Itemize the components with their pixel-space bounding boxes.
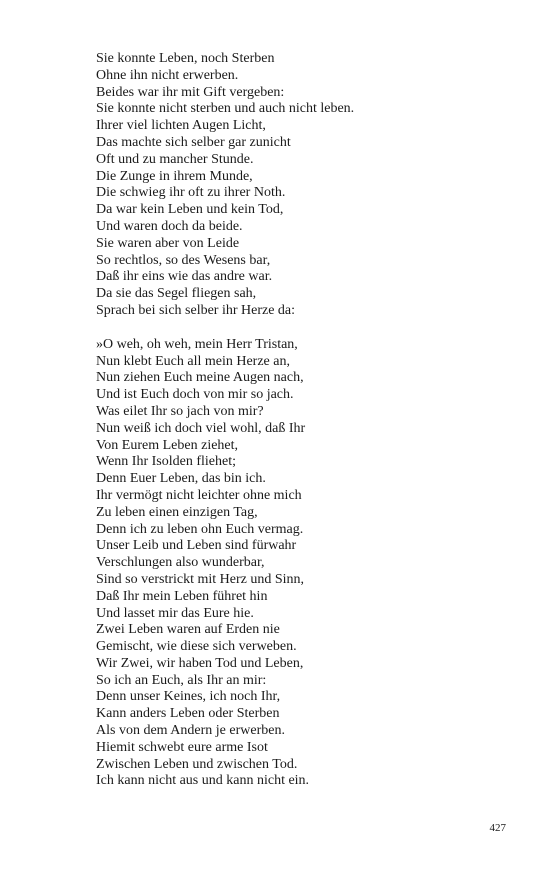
poem-line: Verschlungen also wunderbar,	[96, 555, 265, 571]
poem-line: Nun klebt Euch all mein Herze an,	[96, 353, 290, 369]
poem-line: Oft und zu mancher Stunde.	[96, 151, 254, 167]
poem-line: »O weh, oh weh, mein Herr Tristan,	[96, 336, 298, 352]
poem-line: Sie konnte Leben, noch Sterben	[96, 51, 275, 66]
poem-line: Ihr vermögt nicht leichter ohne mich	[96, 487, 302, 503]
poem-line: Kann anders Leben oder Sterben	[96, 706, 280, 722]
poem-line: Daß Ihr mein Leben führet hin	[96, 588, 268, 604]
poem-line: Wenn Ihr Isolden fliehet;	[96, 454, 236, 470]
poem-line: Zwischen Leben und zwischen Tod.	[96, 756, 298, 772]
poem-line: Daß ihr eins wie das andre war.	[96, 269, 273, 285]
poem-line: So ich an Euch, als Ihr an mir:	[96, 672, 267, 688]
poem-line: Sind so verstrickt mit Herz und Sinn,	[96, 571, 305, 587]
poem-line: Wir Zwei, wir haben Tod und Leben,	[96, 655, 304, 671]
poem-line: Da sie das Segel fliegen sah,	[96, 286, 257, 302]
stanza-1	[96, 51, 516, 320]
poem-line: Denn unser Keines, ich noch Ihr,	[96, 689, 281, 705]
poem-line: Zwei Leben waren auf Erden nie	[96, 622, 280, 638]
poem-line: Als von dem Andern je erwerben.	[96, 723, 285, 739]
poem-text	[96, 51, 516, 790]
poem-line: Und waren doch da beide.	[96, 218, 243, 234]
poem-line: Sie konnte nicht sterben und auch nicht leben.	[96, 101, 355, 117]
poem-line: Nun weiß ich doch viel wohl, daß Ihr	[96, 420, 306, 436]
poem-line: Die schwieg ihr oft zu ihrer Noth.	[96, 185, 286, 201]
poem-line: Denn Euer Leben, das bin ich.	[96, 471, 266, 487]
poem-line: Ohne ihn nicht erwerben.	[96, 67, 239, 83]
poem-line: Ich kann nicht aus und kann nicht ein.	[96, 773, 310, 789]
poem-line: Denn ich zu leben ohn Euch vermag.	[96, 521, 304, 537]
poem-line: Was eilet Ihr so jach von mir?	[96, 403, 264, 419]
poem-line: Zu leben einen einzigen Tag,	[96, 504, 258, 520]
stanza-2	[96, 337, 516, 791]
poem-line: Das machte sich selber gar zunicht	[96, 134, 291, 150]
poem-line: Da war kein Leben und kein Tod,	[96, 202, 284, 218]
poem-line: Von Eurem Leben ziehet,	[96, 437, 239, 453]
poem-line: Sprach bei sich selber ihr Herze da:	[96, 302, 296, 318]
poem-line: Und lasset mir das Eure hie.	[96, 605, 254, 621]
poem-line: Hiemit schwebt eure arme Isot	[96, 739, 268, 755]
poem-line: Nun ziehen Euch meine Augen nach,	[96, 370, 304, 386]
poem-line: Gemischt, wie diese sich verweben.	[96, 639, 297, 655]
poem-line: Ihrer viel lichten Augen Licht,	[96, 118, 266, 134]
poem-line: So rechtlos, so des Wesens bar,	[96, 252, 271, 268]
poem-line: Sie waren aber von Leide	[96, 235, 240, 251]
poem-line: Beides war ihr mit Gift vergeben:	[96, 84, 285, 100]
poem-line: Die Zunge in ihrem Munde,	[96, 168, 253, 184]
poem-line: Unser Leib und Leben sind fürwahr	[96, 538, 297, 554]
page-number: 427	[489, 822, 506, 834]
poem-line: Und ist Euch doch von mir so jach.	[96, 387, 294, 403]
